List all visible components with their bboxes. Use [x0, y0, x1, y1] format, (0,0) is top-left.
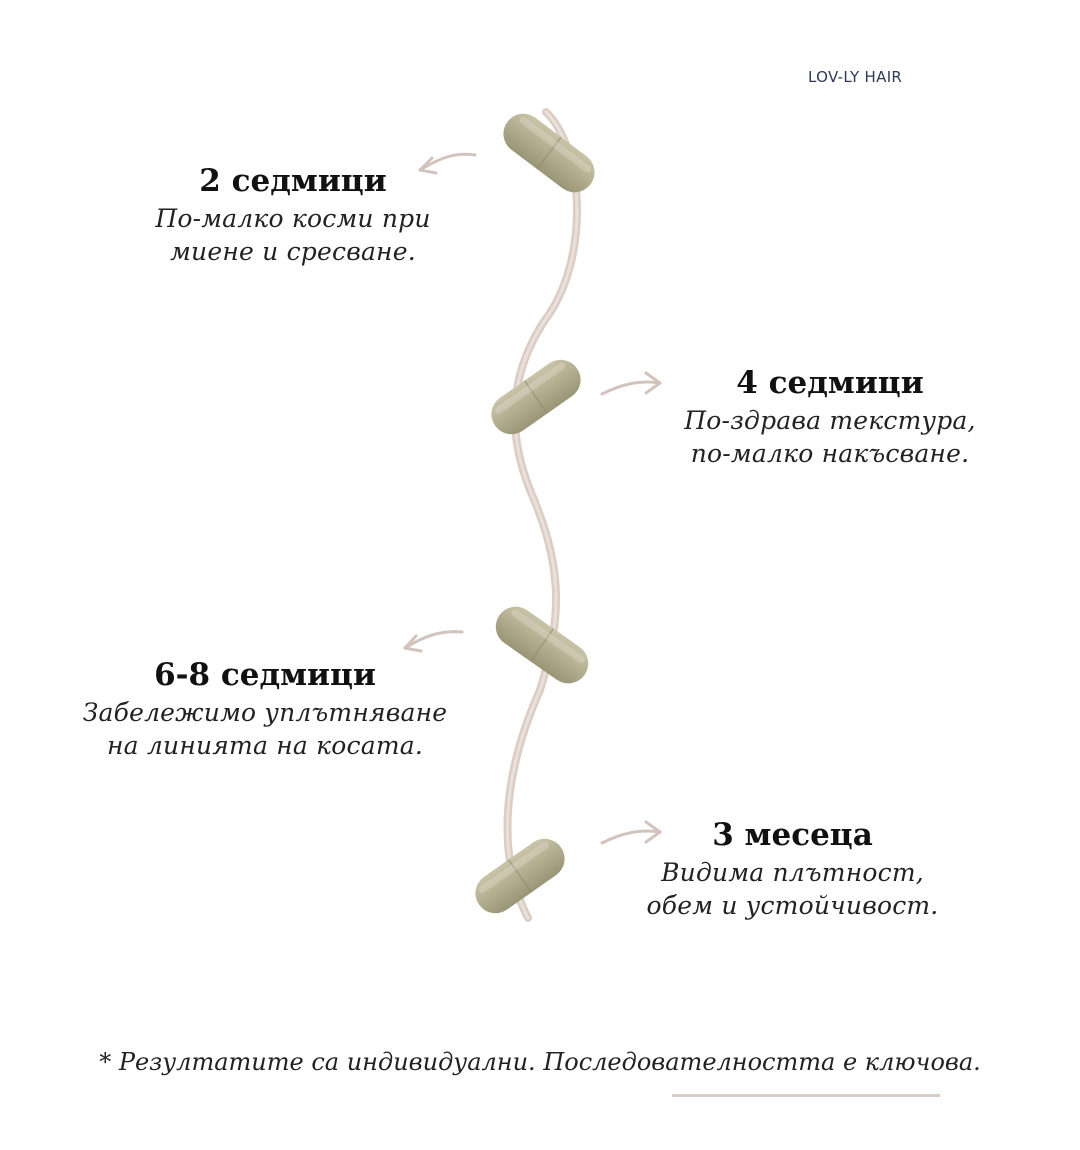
step-title: 2 седмици	[199, 163, 387, 199]
step-6-8-weeks	[70, 656, 460, 762]
step-3-months	[625, 816, 960, 922]
hair-strand	[507, 112, 577, 918]
step-4-weeks	[660, 364, 1000, 470]
step-title: 6-8 седмици	[154, 657, 376, 693]
step-title: 3 месеца	[712, 817, 873, 853]
decorative-underline	[672, 1094, 940, 1097]
footnote: * Резултатите са индивидуални. Последователността е ключова.	[99, 1048, 981, 1076]
arrow-right-icon	[602, 373, 660, 394]
step-description: По-малко косми при миене и сресване.	[155, 204, 431, 266]
step-description: По-здрава текстура, по-малко накъсване.	[684, 406, 976, 468]
step-2-weeks	[118, 162, 468, 268]
step-description: Видима плътност, обем и устойчивост.	[646, 858, 939, 920]
arrow-left-icon	[405, 632, 462, 651]
capsule-icon	[484, 352, 589, 442]
brand-logo: LOV-LY HAIR	[808, 68, 903, 86]
step-description: Забележимо уплътняване на линията на косата.	[82, 698, 448, 760]
step-title: 4 седмици	[736, 365, 924, 401]
